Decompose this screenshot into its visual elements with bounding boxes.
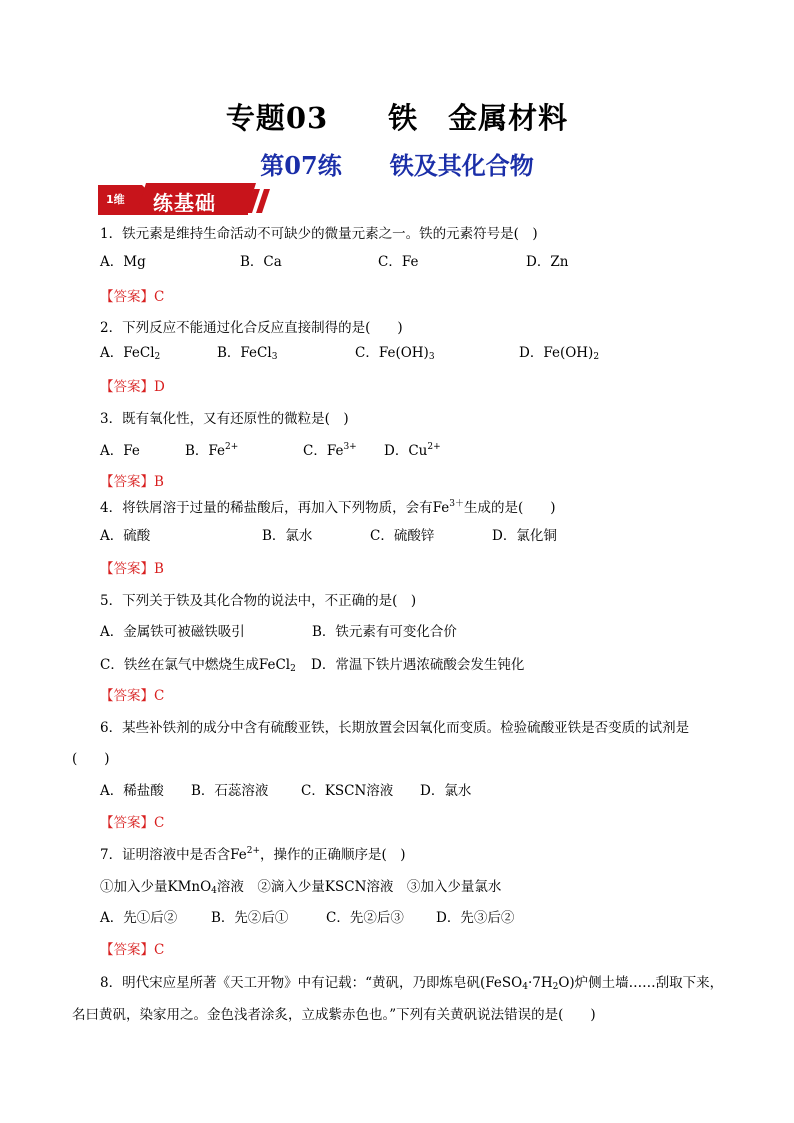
question-1-stem: 1．铁元素是维持生命活动不可缺少的微量元素之一。铁的元素符号是( ) bbox=[100, 226, 538, 242]
q5-option-c: C．铁丝在氯气中燃烧生成FeCl$_2$ bbox=[100, 657, 296, 674]
question-3-stem: 3．既有氧化性，又有还原性的微粒是( ) bbox=[100, 411, 349, 427]
q5-option-b: B．铁元素有可变化合价 bbox=[312, 624, 457, 640]
q4-option-b: B．氯水 bbox=[262, 528, 313, 544]
q5-answer: 【答案】C bbox=[100, 688, 165, 704]
q4-option-a: A．硫酸 bbox=[100, 528, 151, 544]
q1-option-a: A．Mg bbox=[100, 254, 146, 270]
question-6-stem: 6．某些补铁剂的成分中含有硫酸亚铁，长期放置会因氧化而变质。检验硫酸亚铁是否变质的试剂是 bbox=[100, 720, 690, 736]
q1-option-c: C．Fe bbox=[378, 254, 419, 270]
q6-option-a: A．稀盐酸 bbox=[100, 783, 164, 799]
question-4-stem: 4．将铁屑溶于过量的稀盐酸后，再加入下列物质，会有$Fe^{3+}$生成的是( ) bbox=[100, 499, 556, 516]
q2-answer: 【答案】D bbox=[100, 379, 165, 395]
section-banner bbox=[98, 183, 278, 215]
q7-option-c: C．先②后③ bbox=[326, 910, 404, 926]
question-8-stem-cont: 名曰黄矾，染家用之。金色浅者涂炙，立成紫赤色也。”下列有关黄矾说法错误的是( ) bbox=[72, 1007, 596, 1023]
q1-option-d: D．Zn bbox=[526, 254, 569, 270]
q3-option-a: A．Fe bbox=[100, 443, 140, 459]
q4-option-c: C．硫酸锌 bbox=[370, 528, 435, 544]
q6-answer: 【答案】C bbox=[100, 815, 165, 831]
q6-option-b: B．石蕊溶液 bbox=[191, 783, 269, 799]
q5-option-a: A．金属铁可被磁铁吸引 bbox=[100, 624, 245, 640]
q7-option-a: A．先①后② bbox=[100, 910, 178, 926]
q3-option-d: D．$Cu^{2+}$ bbox=[384, 442, 441, 459]
q6-option-d: D．氯水 bbox=[420, 783, 472, 799]
page-subtitle: 第07练 铁及其化合物 bbox=[260, 151, 534, 180]
question-7-stem: 7．证明溶液中是否含$Fe^{2+}$，操作的正确顺序是( ) bbox=[100, 846, 406, 863]
q7-option-d: D．先③后② bbox=[436, 910, 515, 926]
q1-option-b: B．Ca bbox=[240, 254, 282, 270]
question-2-stem: 2．下列反应不能通过化合反应直接制得的是( ) bbox=[100, 320, 403, 336]
q2-option-b: B．FeCl$_3$ bbox=[217, 345, 278, 362]
question-8-stem: 8．明代宋应星所著《天工开物》中有记载：“黄矾，乃即炼皂矾$(FeSO_4\cdot 7H_2O)$炉侧土墙……刮取下来， bbox=[100, 975, 724, 992]
q4-answer: 【答案】B bbox=[100, 561, 164, 577]
q7-option-b: B．先②后① bbox=[211, 910, 289, 926]
q5-option-d: D．常温下铁片遇浓硫酸会发生钝化 bbox=[311, 657, 525, 673]
question-6-stem-cont: ( ) bbox=[72, 751, 110, 767]
banner-level: 1维 bbox=[106, 193, 125, 206]
page-title: 专题03 铁 金属材料 bbox=[225, 101, 569, 135]
question-7-steps: ①加入少量KMnO$_4$溶液 ②滴入少量KSCN溶液 ③加入少量氯水 bbox=[100, 879, 502, 896]
q2-option-d: D．$Fe(OH)_2$ bbox=[519, 345, 600, 362]
banner-label: 练基础 bbox=[153, 191, 216, 215]
q3-option-c: C．$Fe^{3+}$ bbox=[303, 442, 357, 459]
q3-option-b: B．$Fe^{2+}$ bbox=[185, 442, 239, 459]
q4-option-d: D．氯化铜 bbox=[492, 528, 557, 544]
q2-option-c: C．$Fe(OH)_3$ bbox=[355, 345, 435, 362]
q3-answer: 【答案】B bbox=[100, 474, 164, 490]
question-5-stem: 5．下列关于铁及其化合物的说法中，不正确的是( ) bbox=[100, 593, 417, 609]
q6-option-c: C．KSCN溶液 bbox=[301, 783, 394, 799]
q7-answer: 【答案】C bbox=[100, 942, 165, 958]
q2-option-a: A．FeCl$_2$ bbox=[100, 345, 161, 362]
q1-answer: 【答案】C bbox=[100, 289, 165, 305]
